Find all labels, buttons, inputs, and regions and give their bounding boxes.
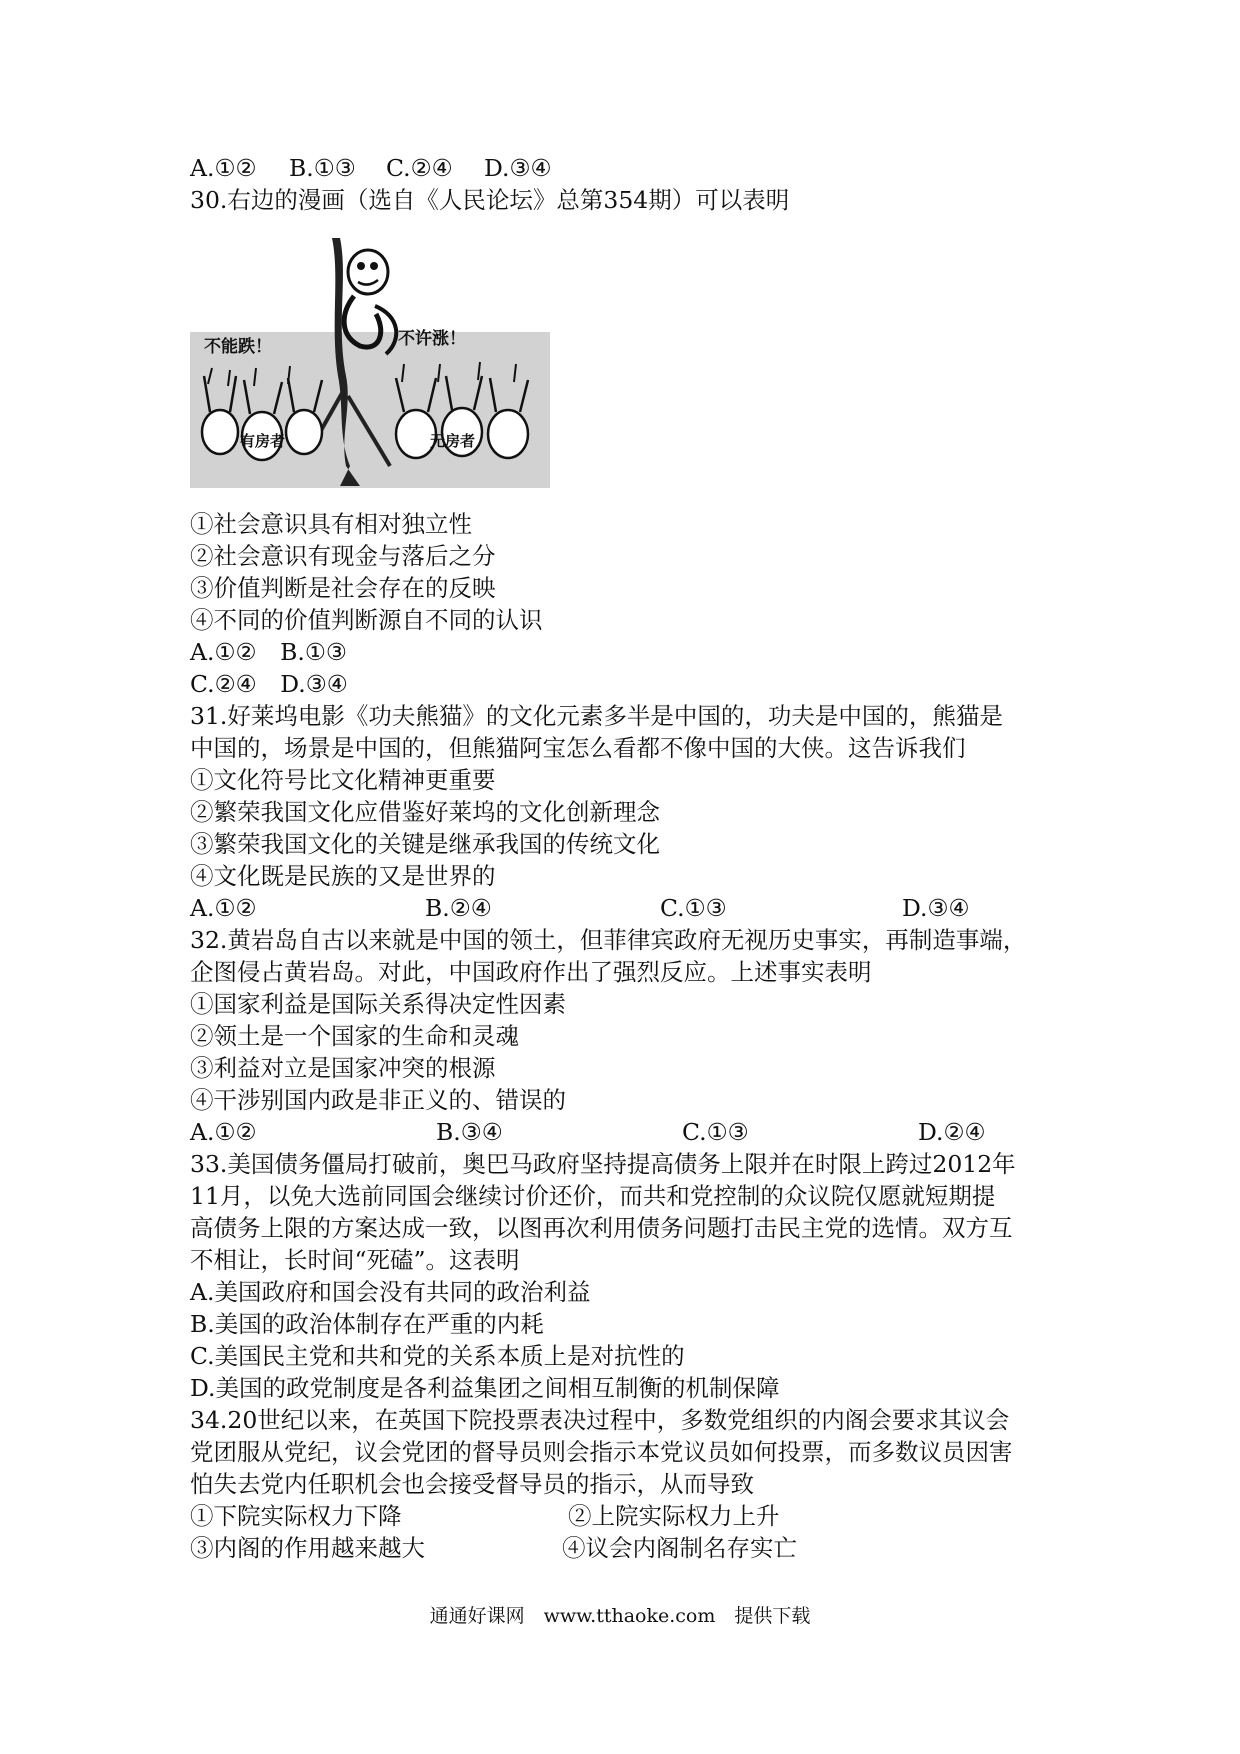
q31-item-4: ④文化既是民族的又是世界的 [190, 862, 496, 890]
q32-stem-line-2: 企图侵占黄岩岛。对此，中国政府作出了强烈反应。上述事实表明 [190, 958, 872, 986]
q30-item-2: ②社会意识有现金与落后之分 [190, 542, 496, 570]
q30-item-1: ①社会意识具有相对独立性 [190, 510, 472, 538]
cartoon-right-caption: 不许涨！ [398, 329, 466, 349]
cartoon-right-sign: 无房者 [430, 432, 476, 450]
q34-item-3: ③内阁的作用越来越大 [190, 1534, 425, 1562]
q34-item-1: ①下院实际权力下降 [190, 1502, 402, 1530]
top-option-a: A.①② [190, 154, 257, 182]
q31-option-d: D.③④ [902, 894, 970, 922]
q34-stem-line-2: 党团服从党纪，议会党团的督导员则会指示本党议员如何投票，而多数议员因害 [190, 1438, 1013, 1466]
q33-option-c: C.美国民主党和共和党的关系本质上是对抗性的 [190, 1342, 685, 1370]
q32-option-b: B.③④ [436, 1118, 503, 1146]
q31-stem-line-1: 31.好莱坞电影《功夫熊猫》的文化元素多半是中国的，功夫是中国的，熊猫是 [190, 702, 1003, 730]
q31-item-3: ③繁荣我国文化的关键是继承我国的传统文化 [190, 830, 660, 858]
q31-option-a: A.①② [190, 894, 257, 922]
q33-option-d: D.美国的政党制度是各利益集团之间相互制衡的机制保障 [190, 1374, 780, 1402]
q34-item-4: ④议会内阁制名存实亡 [562, 1534, 797, 1562]
page-footer: 通通好课网 www.tthaoke.com 提供下载 [429, 1605, 811, 1627]
q30-item-4: ④不同的价值判断源自不同的认识 [190, 606, 543, 634]
q33-option-b: B.美国的政治体制存在严重的内耗 [190, 1310, 544, 1338]
q33-stem-line-2: 11月，以免大选前同国会继续讨价还价，而共和党控制的众议院仅愿就短期提 [190, 1182, 996, 1210]
q30-stem: 30.右边的漫画（选自《人民论坛》总第354期）可以表明 [190, 186, 790, 214]
q34-item-2: ②上院实际权力上升 [568, 1502, 780, 1530]
top-option-b: B.①③ [289, 154, 356, 182]
q30-cartoon [190, 236, 550, 488]
q31-option-c: C.①③ [660, 894, 727, 922]
q31-stem-line-2: 中国的，场景是中国的，但熊猫阿宝怎么看都不像中国的大侠。这告诉我们 [190, 734, 966, 762]
q33-stem-line-3: 高债务上限的方案达成一致，以图再次利用债务问题打击民主党的选情。双方互 [190, 1214, 1013, 1242]
q30-item-3: ③价值判断是社会存在的反映 [190, 574, 496, 602]
q31-option-b: B.②④ [425, 894, 492, 922]
q32-item-2: ②领土是一个国家的生命和灵魂 [190, 1022, 519, 1050]
q30-options-line-2: C.②④ D.③④ [190, 670, 348, 698]
q34-stem-line-3: 怕失去党内任职机会也会接受督导员的指示，从而导致 [190, 1470, 754, 1498]
q33-stem-line-4: 不相让，长时间“死磕”。这表明 [190, 1246, 520, 1274]
cartoon-left-caption: 不能跌！ [204, 337, 272, 357]
q32-item-3: ③利益对立是国家冲突的根源 [190, 1054, 496, 1082]
q31-item-2: ②繁荣我国文化应借鉴好莱坞的文化创新理念 [190, 798, 660, 826]
q33-option-a: A.美国政府和国会没有共同的政治利益 [190, 1278, 591, 1306]
q32-item-4: ④干涉别国内政是非正义的、错误的 [190, 1086, 566, 1114]
q32-option-d: D.②④ [918, 1118, 986, 1146]
q30-options-line-1: A.①② B.①③ [190, 638, 347, 666]
q32-stem-line-1: 32.黄岩岛自古以来就是中国的领土，但菲律宾政府无视历史事实，再制造事端， [190, 926, 1027, 954]
top-option-d: D.③④ [484, 154, 552, 182]
q32-option-c: C.①③ [682, 1118, 749, 1146]
q31-item-1: ①文化符号比文化精神更重要 [190, 766, 496, 794]
q32-option-a: A.①② [190, 1118, 257, 1146]
q33-stem-line-1: 33.美国债务僵局打破前，奥巴马政府坚持提高债务上限并在时限上跨过2012年 [190, 1150, 1016, 1178]
q34-stem-line-1: 34.20世纪以来，在英国下院投票表决过程中，多数党组织的内阁会要求其议会 [190, 1406, 1010, 1434]
q32-item-1: ①国家利益是国际关系得决定性因素 [190, 990, 566, 1018]
cartoon-left-sign: 有房者 [240, 432, 286, 450]
top-option-c: C.②④ [386, 154, 453, 182]
